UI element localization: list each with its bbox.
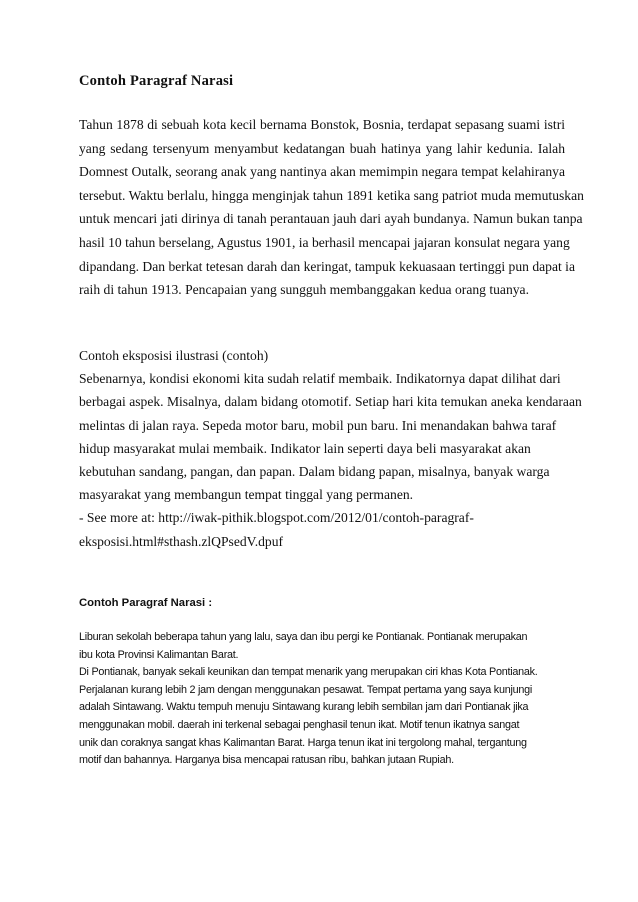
text-line: Tahun 1878 di sebuah kota kecil bernama Bonstok, Bosnia, terdapat sepasang suami istri — [79, 117, 565, 132]
text-line: adalah Sintawang. Waktu tempuh menuju Sintawang kurang lebih sembilan jam dari Pontianak jika — [79, 701, 529, 714]
text-line: ibu kota Provinsi Kalimantan Barat. — [79, 648, 239, 661]
text-line: Sebenarnya, kondisi ekonomi kita sudah relatif membaik. Indikatornya dapat dilihat dari — [79, 371, 561, 387]
text-line: berbagai aspek. Misalnya, dalam bidang otomotif. Setiap hari kita temukan aneka kendaraan — [79, 394, 582, 410]
text-line: untuk mencari jati dirinya di tanah perantauan jauh dari ayah bundanya. Namun bukan tanpa — [79, 211, 583, 227]
text-line: motif dan bahannya. Harganya bisa mencapai ratusan ribu, bahkan jutaan Rupiah. — [79, 754, 454, 767]
text-line: menggunakan mobil. daerah ini terkenal sebagai penghasil tenun ikat. Motif tenun ikatnya sangat — [79, 718, 520, 731]
text-line: Liburan sekolah beberapa tahun yang lalu, saya dan ibu pergi ke Pontianak. Pontianak merupakan — [79, 631, 528, 643]
text-line: yang sedang tersenyum menyambut kedatangan buah hatinya yang lahir kedunia. Ialah — [79, 140, 565, 156]
section1-heading: Contoh Paragraf Narasi — [79, 73, 234, 89]
source-link-line: - See more at: http://iwak-pithik.blogspot.com/2012/01/contoh-paragraf- — [79, 510, 474, 526]
text-line: melintas di jalan raya. Sepeda motor baru, mobil pun baru. Ini menandakan bahwa taraf — [79, 417, 557, 433]
source-link-line: eksposisi.html#sthash.zlQPsedV.dpuf — [79, 533, 284, 549]
text-line: Perjalanan kurang lebih 2 jam dengan menggunakan pesawat. Tempat pertama yang saya kunjungi — [79, 683, 533, 696]
text-line: tersebut. Waktu berlalu, hingga menginjak tahun 1891 ketika sang patriot muda memutuskan — [79, 187, 584, 203]
section2-paragraph — [79, 344, 582, 553]
text-line: kebutuhan sandang, pangan, dan papan. Dalam bidang papan, misalnya, banyak warga — [79, 464, 550, 480]
text-line: hidup masyarakat mulai membaik. Indikator lain seperti daya beli masyarakat akan — [79, 440, 531, 456]
section2-title-line: Contoh eksposisi ilustrasi (contoh) — [79, 348, 269, 363]
text-line: dipandang. Dan berkat tetesan darah dan keringat, tampuk kekuasaan tertinggi pun dapat ia — [79, 258, 575, 274]
text-line: masyarakat yang membangun tempat tinggal yang permanen. — [79, 487, 414, 503]
text-line: Di Pontianak, banyak sekali keunikan dan tempat menarik yang merupakan ciri khas Kota Pontianak. — [79, 666, 538, 679]
text-line: raih di tahun 1913. Pencapaian yang sungguh membanggakan kedua orang tuanya. — [79, 282, 529, 298]
text-line: unik dan coraknya sangat khas Kalimantan Barat. Harga tenun ikat ini tergolong mahal, tergantung — [79, 736, 527, 749]
text-line: Domnest Outalk, seorang anak yang nantinya akan memimpin negara tempat kelahiranya — [79, 164, 565, 180]
section3-paragraph — [79, 629, 579, 770]
text-line: hasil 10 tahun berselang, Agustus 1901, ia berhasil mencapai jajaran konsulat negara yang — [79, 234, 570, 250]
section1-paragraph — [79, 113, 584, 302]
section3-heading: Contoh Paragraf Narasi : — [79, 597, 213, 609]
